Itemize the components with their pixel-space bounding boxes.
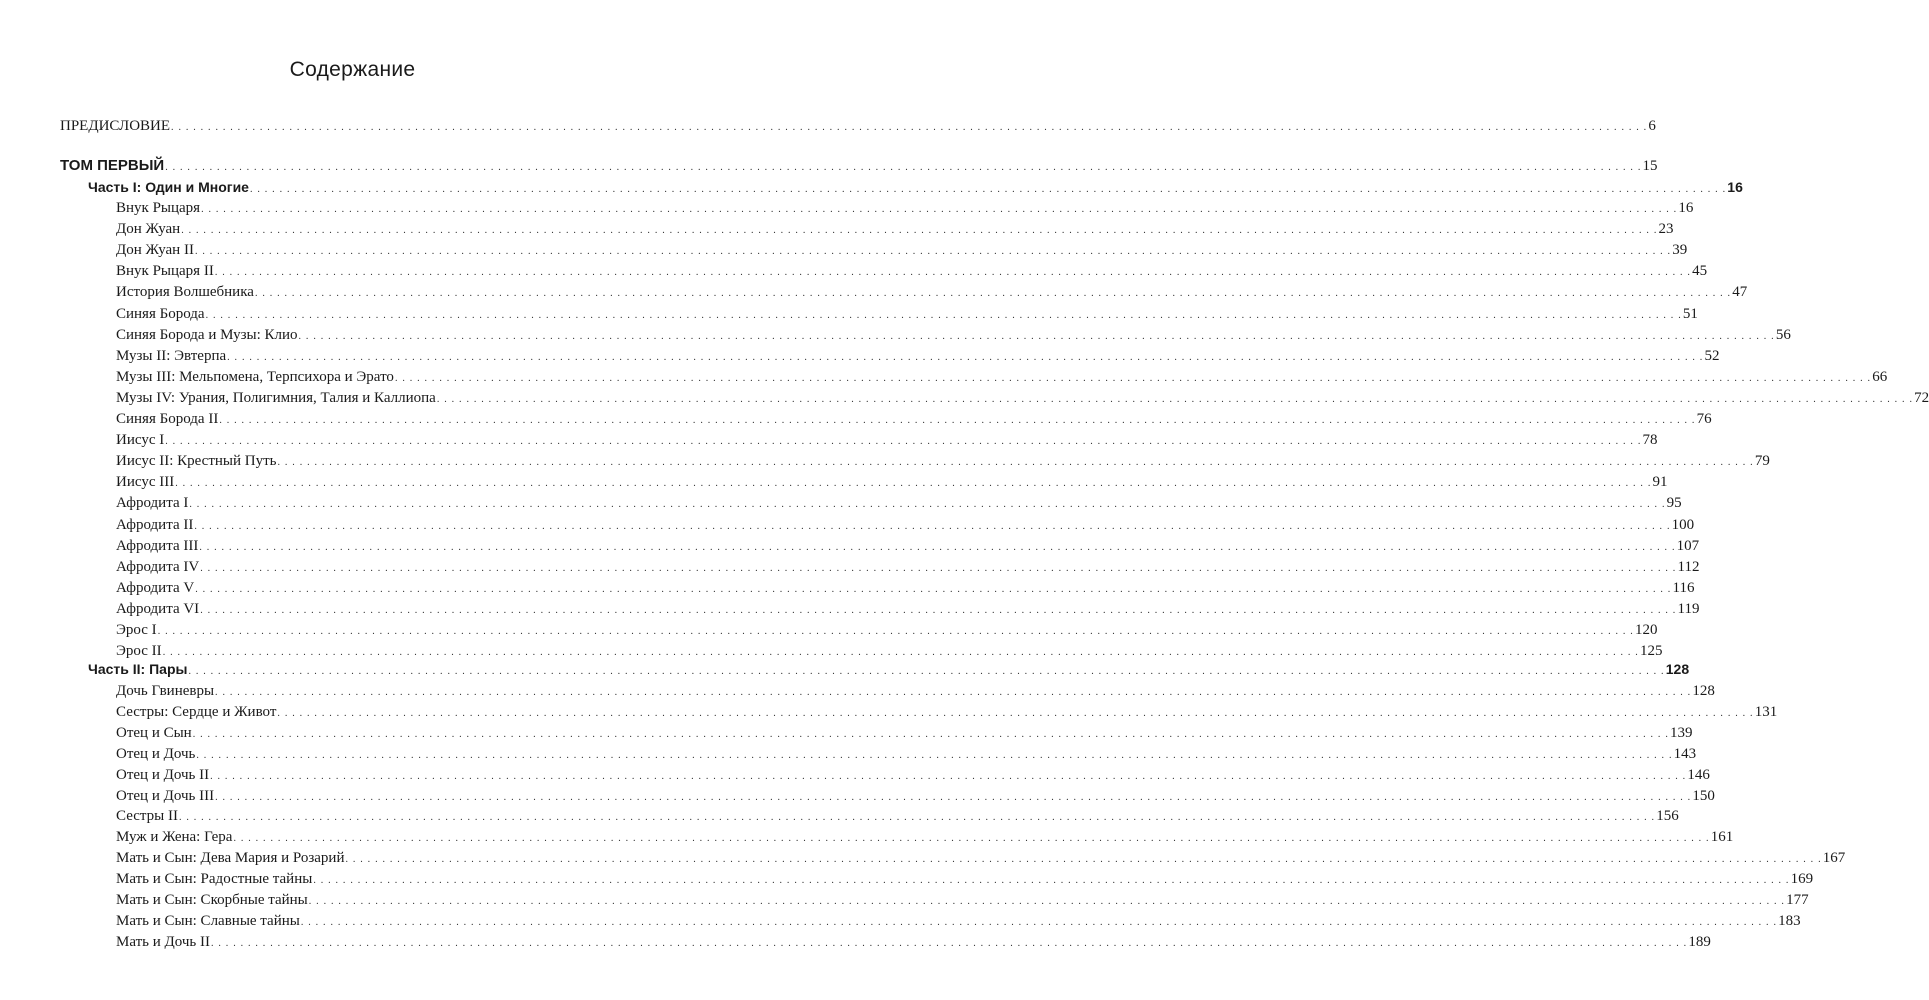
toc-entry-page: 119 xyxy=(1677,600,1700,617)
toc-entry xyxy=(116,848,1846,868)
toc-entry xyxy=(116,304,1698,324)
dot-leader: . . . . . . . . . . . . . . . . . . . . . . . . . . . . . . . . . . . . . . . . . . . . . . . . . . . . . . . . . . . . . . . . . . . . . . . . . . . . . . . . . . . . . . . . . . . . . . . . . . . . . . . . . . . . . . . . . . . . . . . . . . . . . . . . . . . . . . . . . . . . . . . . . . . . . . . . . . . . . . . . . . . . . . . . . . . . . . . . . . . . . . . . . . . . . . . . . . . . . . . . xyxy=(194,520,1671,532)
toc-entry-page: 56 xyxy=(1775,326,1791,343)
toc-entry xyxy=(116,493,1682,513)
toc-entry-title: Муж и Жена: Гера xyxy=(116,829,233,846)
toc-entry-title: Отец и Дочь xyxy=(116,745,196,762)
toc-entry xyxy=(116,932,1711,952)
toc-entry-title: ТОМ ПЕРВЫЙ xyxy=(60,157,165,174)
toc-entry-page: 120 xyxy=(1635,622,1658,638)
toc-entry xyxy=(116,515,1695,535)
toc-entry-page: 139 xyxy=(1670,724,1693,741)
toc-entry-title: Музы III: Мельпомена, Терпсихора и Эрато xyxy=(116,368,394,385)
toc-volume xyxy=(60,156,1658,176)
toc-entry-page: 112 xyxy=(1677,558,1700,575)
toc-entry-title: Внук Рыцаря xyxy=(116,200,201,216)
dot-leader: . . . . . . . . . . . . . . . . . . . . . . . . . . . . . . . . . . . . . . . . . . . . . . . . . . . . . . . . . . . . . . . . . . . . . . . . . . . . . . . . . . . . . . . . . . . . . . . . . . . . . . . . . . . . . . . . . . . . . . . . . . . . . . . . . . . . . . . . . . . . . . . . . . . . . . . . . . . . . . . . . . . . . . . . . . . . . . . . . . . . . . . . . . . . . . . . . . . . . . . . xyxy=(205,309,1682,321)
toc-entry-title: Отец и Сын xyxy=(116,724,192,741)
dot-leader: . . . . . . . . . . . . . . . . . . . . . . . . . . . . . . . . . . . . . . . . . . . . . . . . . . . . . . . . . . . . . . . . . . . . . . . . . . . . . . . . . . . . . . . . . . . . . . . . . . . . . . . . . . . . . . . . . . . . . . . . . . . . . . . . . . . . . . . . . . . . . . . . . . . . . . . . . . . . . . . . . . . . . . . . . . . . . . . . . . . . . . . . . . . . . . . . . . . . . . . . xyxy=(233,833,1710,845)
toc-entry xyxy=(116,346,1720,366)
dot-leader: . . . . . . . . . . . . . . . . . . . . . . . . . . . . . . . . . . . . . . . . . . . . . . . . . . . . . . . . . . . . . . . . . . . . . . . . . . . . . . . . . . . . . . . . . . . . . . . . . . . . . . . . . . . . . . . . . . . . . . . . . . . . . . . . . . . . . . . . . . . . . . . . . . . . . . . . . . . . . . . . . . . . . . . . . . . . . . . . . . . . . . . . . . . . . . . . . . . . . . . . xyxy=(308,896,1786,907)
toc-entry-title: Эрос II xyxy=(116,643,162,660)
dot-leader: . . . . . . . . . . . . . . . . . . . . . . . . . . . . . . . . . . . . . . . . . . . . . . . . . . . . . . . . . . . . . . . . . . . . . . . . . . . . . . . . . . . . . . . . . . . . . . . . . . . . . . . . . . . . . . . . . . . . . . . . . . . . . . . . . . . . . . . . . . . . . . . . . . . . . . . . . . . . . . . . . . . . . . . . . . . . . . . . . . . . . . . . . . . . . . . . . . . . . . . . xyxy=(192,728,1670,740)
dot-leader: . . . . . . . . . . . . . . . . . . . . . . . . . . . . . . . . . . . . . . . . . . . . . . . . . . . . . . . . . . . . . . . . . . . . . . . . . . . . . . . . . . . . . . . . . . . . . . . . . . . . . . . . . . . . . . . . . . . . . . . . . . . . . . . . . . . . . . . . . . . . . . . . . . . . . . . . . . . . . . . . . . . . . . . . . . . . . . . . . . . . . . . . . . . . . . . . . . . . . . . . xyxy=(227,351,1704,363)
dot-leader: . . . . . . . . . . . . . . . . . . . . . . . . . . . . . . . . . . . . . . . . . . . . . . . . . . . . . . . . . . . . . . . . . . . . . . . . . . . . . . . . . . . . . . . . . . . . . . . . . . . . . . . . . . . . . . . . . . . . . . . . . . . . . . . . . . . . . . . . . . . . . . . . . . . . . . . . . . . . . . . . . . . . . . . . . . . . . . . . . . . . . . . . . . . . . . . . . . . . . . . . xyxy=(162,647,1639,659)
dot-leader: . . . . . . . . . . . . . . . . . . . . . . . . . . . . . . . . . . . . . . . . . . . . . . . . . . . . . . . . . . . . . . . . . . . . . . . . . . . . . . . . . . . . . . . . . . . . . . . . . . . . . . . . . . . . . . . . . . . . . . . . . . . . . . . . . . . . . . . . . . . . . . . . . . . . . . . . . . . . . . . . . . . . . . . . . . . . . . . . . . . . . . . . . . . . . . . . . . . . . . . . xyxy=(313,875,1790,887)
toc-entry xyxy=(116,786,1715,806)
toc-entry xyxy=(116,578,1695,598)
toc-entry-page: 72 xyxy=(1914,389,1929,406)
toc-entry-title: История Волшебника xyxy=(116,284,254,301)
toc-entry-title: Афродита I xyxy=(116,495,189,512)
toc-entry-title: Мать и Сын: Славные тайны xyxy=(116,912,300,929)
dot-leader: . . . . . . . . . . . . . . . . . . . . . . . . . . . . . . . . . . . . . . . . . . . . . . . . . . . . . . . . . . . . . . . . . . . . . . . . . . . . . . . . . . . . . . . . . . . . . . . . . . . . . . . . . . . . . . . . . . . . . . . . . . . . . . . . . . . . . . . . . . . . . . . . . . . . . . . . . . . . . . . . . . . . . . . . . . . . . . . . . . . . . . . . . . . . . . . . . . . . . . . . xyxy=(199,541,1676,553)
toc-entry xyxy=(116,806,1679,826)
dot-leader: . . . . . . . . . . . . . . . . . . . . . . . . . . . . . . . . . . . . . . . . . . . . . . . . . . . . . . . . . . . . . . . . . . . . . . . . . . . . . . . . . . . . . . . . . . . . . . . . . . . . . . . . . . . . . . . . . . . . . . . . . . . . . . . . . . . . . . . . . . . . . . . . . . . . . . . . . . . . . . . . . . . . . . . . . . . . . . . . . . . . . . . . . . . . . . . . . . . . . . . . xyxy=(277,457,1754,469)
toc-entry-title: Мать и Сын: Скорбные тайны xyxy=(116,892,308,908)
toc-entry-title: Дон Жуан II xyxy=(116,242,194,259)
toc-entry xyxy=(116,282,1748,302)
toc-entry xyxy=(116,723,1693,743)
toc-entry-page: 23 xyxy=(1658,221,1674,238)
toc-entry-title: Иисус II: Крестный Путь xyxy=(116,453,277,470)
toc-entry-title: Часть II: Пары xyxy=(88,661,188,677)
toc-entry-page: 16 xyxy=(1727,179,1743,195)
toc-entry-title: Сестры: Сердце и Живот xyxy=(116,703,277,720)
dot-leader: . . . . . . . . . . . . . . . . . . . . . . . . . . . . . . . . . . . . . . . . . . . . . . . . . . . . . . . . . . . . . . . . . . . . . . . . . . . . . . . . . . . . . . . . . . . . . . . . . . . . . . . . . . . . . . . . . . . . . . . . . . . . . . . . . . . . . . . . . . . . . . . . . . . . . . . . . . . . . . . . . . . . . . . . . . . . . . . . . . . . . . . . . . . . . . . . . . . . . . . . xyxy=(254,288,1732,300)
toc-entry-page: 66 xyxy=(1872,368,1888,385)
toc-entry xyxy=(116,599,1700,619)
dot-leader: . . . . . . . . . . . . . . . . . . . . . . . . . . . . . . . . . . . . . . . . . . . . . . . . . . . . . . . . . . . . . . . . . . . . . . . . . . . . . . . . . . . . . . . . . . . . . . . . . . . . . . . . . . . . . . . . . . . . . . . . . . . . . . . . . . . . . . . . . . . . . . . . . . . . . . . . . . . . . . . . . . . . . . . . . . . . . . . . . . . . . . . . . . . . . . . . . . . . . . . . xyxy=(219,415,1696,426)
dot-leader: . . . . . . . . . . . . . . . . . . . . . . . . . . . . . . . . . . . . . . . . . . . . . . . . . . . . . . . . . . . . . . . . . . . . . . . . . . . . . . . . . . . . . . . . . . . . . . . . . . . . . . . . . . . . . . . . . . . . . . . . . . . . . . . . . . . . . . . . . . . . . . . . . . . . . . . . . . . . . . . . . . . . . . . . . . . . . . . . . . . . . . . . . . . . . . . . . . . . . . . . xyxy=(215,687,1692,698)
toc-entry-title: Музы IV: Урания, Полигимния, Талия и Каллиопа xyxy=(116,389,436,406)
toc-entry-title: Иисус III xyxy=(116,474,175,491)
dot-leader: . . . . . . . . . . . . . . . . . . . . . . . . . . . . . . . . . . . . . . . . . . . . . . . . . . . . . . . . . . . . . . . . . . . . . . . . . . . . . . . . . . . . . . . . . . . . . . . . . . . . . . . . . . . . . . . . . . . . . . . . . . . . . . . . . . . . . . . . . . . . . . . . . . . . . . . . . . . . . . . . . . . . . . . . . . . . . . . . . . . . . . . . . . . . . . . . . . . . . . . . xyxy=(394,372,1872,384)
toc-entry xyxy=(116,911,1801,931)
toc-entry-page: 177 xyxy=(1786,892,1809,908)
dot-leader: . . . . . . . . . . . . . . . . . . . . . . . . . . . . . . . . . . . . . . . . . . . . . . . . . . . . . . . . . . . . . . . . . . . . . . . . . . . . . . . . . . . . . . . . . . . . . . . . . . . . . . . . . . . . . . . . . . . . . . . . . . . . . . . . . . . . . . . . . . . . . . . . . . . . . . . . . . . . . . . . . . . . . . . . . . . . . . . . . . . . . . . . . . . . . . . . . . . . . . . . xyxy=(345,854,1822,866)
toc-entry xyxy=(116,219,1674,239)
dot-leader: . . . . . . . . . . . . . . . . . . . . . . . . . . . . . . . . . . . . . . . . . . . . . . . . . . . . . . . . . . . . . . . . . . . . . . . . . . . . . . . . . . . . . . . . . . . . . . . . . . . . . . . . . . . . . . . . . . . . . . . . . . . . . . . . . . . . . . . . . . . . . . . . . . . . . . . . . . . . . . . . . . . . . . . . . . . . . . . . . . . . . . . . . . . . . . . . . . . . . . . . xyxy=(436,393,1914,405)
toc-entry-title: Мать и Сын: Радостные тайны xyxy=(116,871,313,888)
toc-entry xyxy=(116,198,1694,218)
toc-entry-page: 183 xyxy=(1778,912,1801,929)
toc-entry-page: 146 xyxy=(1687,766,1710,783)
toc-entry-title: Мать и Дочь II xyxy=(116,933,210,950)
toc-entry-title: Мать и Сын: Дева Мария и Розарий xyxy=(116,850,345,867)
dot-leader: . . . . . . . . . . . . . . . . . . . . . . . . . . . . . . . . . . . . . . . . . . . . . . . . . . . . . . . . . . . . . . . . . . . . . . . . . . . . . . . . . . . . . . . . . . . . . . . . . . . . . . . . . . . . . . . . . . . . . . . . . . . . . . . . . . . . . . . . . . . . . . . . . . . . . . . . . . . . . . . . . . . . . . . . . . . . . . . . . . . . . . . . . . . . . . . . . . . . . . . . xyxy=(171,122,1648,133)
toc-entry xyxy=(116,409,1712,429)
toc-entry-page: 76 xyxy=(1696,411,1712,427)
toc-preface xyxy=(60,116,1656,136)
dot-leader: . . . . . . . . . . . . . . . . . . . . . . . . . . . . . . . . . . . . . . . . . . . . . . . . . . . . . . . . . . . . . . . . . . . . . . . . . . . . . . . . . . . . . . . . . . . . . . . . . . . . . . . . . . . . . . . . . . . . . . . . . . . . . . . . . . . . . . . . . . . . . . . . . . . . . . . . . . . . . . . . . . . . . . . . . . . . . . . . . . . . . . . . . . . . . . . . . . . . . . . . xyxy=(157,626,1634,637)
toc-entry-page: 116 xyxy=(1672,579,1695,596)
toc-entry xyxy=(116,827,1734,847)
dot-leader: . . . . . . . . . . . . . . . . . . . . . . . . . . . . . . . . . . . . . . . . . . . . . . . . . . . . . . . . . . . . . . . . . . . . . . . . . . . . . . . . . . . . . . . . . . . . . . . . . . . . . . . . . . . . . . . . . . . . . . . . . . . . . . . . . . . . . . . . . . . . . . . . . . . . . . . . . . . . . . . . . . . . . . . . . . . . . . . . . . . . . . . . . . . . . . . . . . . . . . . . xyxy=(188,666,1665,677)
toc-entry-page: 45 xyxy=(1692,263,1708,280)
toc-entry-title: Синяя Борода и Музы: Клио xyxy=(116,326,298,343)
toc-entry xyxy=(116,240,1688,260)
toc-entry-title: Дочь Гвиневры xyxy=(116,683,215,699)
dot-leader: . . . . . . . . . . . . . . . . . . . . . . . . . . . . . . . . . . . . . . . . . . . . . . . . . . . . . . . . . . . . . . . . . . . . . . . . . . . . . . . . . . . . . . . . . . . . . . . . . . . . . . . . . . . . . . . . . . . . . . . . . . . . . . . . . . . . . . . . . . . . . . . . . . . . . . . . . . . . . . . . . . . . . . . . . . . . . . . . . . . . . . . . . . . . . . . . . . . . . . . . xyxy=(214,267,1692,279)
toc-entry-page: 52 xyxy=(1704,347,1720,364)
dot-leader: . . . . . . . . . . . . . . . . . . . . . . . . . . . . . . . . . . . . . . . . . . . . . . . . . . . . . . . . . . . . . . . . . . . . . . . . . . . . . . . . . . . . . . . . . . . . . . . . . . . . . . . . . . . . . . . . . . . . . . . . . . . . . . . . . . . . . . . . . . . . . . . . . . . . . . . . . . . . . . . . . . . . . . . . . . . . . . . . . . . . . . . . . . . . . . . . . . . . . . . . xyxy=(210,770,1687,782)
toc-entry-title: Часть I: Один и Многие xyxy=(88,179,249,195)
toc-entry xyxy=(116,451,1770,471)
toc-entry xyxy=(116,325,1791,345)
toc-entry-title: Отец и Дочь III xyxy=(116,787,215,804)
dot-leader: . . . . . . . . . . . . . . . . . . . . . . . . . . . . . . . . . . . . . . . . . . . . . . . . . . . . . . . . . . . . . . . . . . . . . . . . . . . . . . . . . . . . . . . . . . . . . . . . . . . . . . . . . . . . . . . . . . . . . . . . . . . . . . . . . . . . . . . . . . . . . . . . . . . . . . . . . . . . . . . . . . . . . . . . . . . . . . . . . . . . . . . . . . . . . . . . . . . . . . . . xyxy=(196,749,1673,761)
toc-entry-page: 79 xyxy=(1754,453,1770,470)
toc-entry xyxy=(116,681,1715,701)
toc-entry xyxy=(116,557,1700,577)
dot-leader: . . . . . . . . . . . . . . . . . . . . . . . . . . . . . . . . . . . . . . . . . . . . . . . . . . . . . . . . . . . . . . . . . . . . . . . . . . . . . . . . . . . . . . . . . . . . . . . . . . . . . . . . . . . . . . . . . . . . . . . . . . . . . . . . . . . . . . . . . . . . . . . . . . . . . . . . . . . . . . . . . . . . . . . . . . . . . . . . . . . . . . . . . . . . . . . . . . . . . . . . xyxy=(277,707,1754,719)
toc-entry-page: 100 xyxy=(1671,516,1695,533)
dot-leader: . . . . . . . . . . . . . . . . . . . . . . . . . . . . . . . . . . . . . . . . . . . . . . . . . . . . . . . . . . . . . . . . . . . . . . . . . . . . . . . . . . . . . . . . . . . . . . . . . . . . . . . . . . . . . . . . . . . . . . . . . . . . . . . . . . . . . . . . . . . . . . . . . . . . . . . . . . . . . . . . . . . . . . . . . . . . . . . . . . . . . . . . . . . . . . . . . . . . . . . . xyxy=(195,583,1672,595)
toc-entry xyxy=(116,620,1658,640)
dot-leader: . . . . . . . . . . . . . . . . . . . . . . . . . . . . . . . . . . . . . . . . . . . . . . . . . . . . . . . . . . . . . . . . . . . . . . . . . . . . . . . . . . . . . . . . . . . . . . . . . . . . . . . . . . . . . . . . . . . . . . . . . . . . . . . . . . . . . . . . . . . . . . . . . . . . . . . . . . . . . . . . . . . . . . . . . . . . . . . . . . . . . . . . . . . . . . . . . . . . . . . . xyxy=(165,162,1642,173)
toc-entry xyxy=(116,744,1697,764)
toc-entry-title: Афродита IV xyxy=(116,558,200,575)
toc-entry-page: 6 xyxy=(1648,118,1656,134)
toc-entry-page: 150 xyxy=(1692,787,1715,804)
toc-entry-page: 169 xyxy=(1790,871,1814,888)
toc-entry xyxy=(116,765,1710,785)
toc-entry-page: 131 xyxy=(1754,703,1778,720)
dot-leader: . . . . . . . . . . . . . . . . . . . . . . . . . . . . . . . . . . . . . . . . . . . . . . . . . . . . . . . . . . . . . . . . . . . . . . . . . . . . . . . . . . . . . . . . . . . . . . . . . . . . . . . . . . . . . . . . . . . . . . . . . . . . . . . . . . . . . . . . . . . . . . . . . . . . . . . . . . . . . . . . . . . . . . . . . . . . . . . . . . . . . . . . . . . . . . . . . . . . . . . . xyxy=(194,246,1672,258)
dot-leader: . . . . . . . . . . . . . . . . . . . . . . . . . . . . . . . . . . . . . . . . . . . . . . . . . . . . . . . . . . . . . . . . . . . . . . . . . . . . . . . . . . . . . . . . . . . . . . . . . . . . . . . . . . . . . . . . . . . . . . . . . . . . . . . . . . . . . . . . . . . . . . . . . . . . . . . . . . . . . . . . . . . . . . . . . . . . . . . . . . . . . . . . . . . . . . . . . . . . . . . . xyxy=(298,330,1775,342)
toc-entry-title: Афродита III xyxy=(116,537,199,554)
toc-entry xyxy=(116,367,1888,387)
dot-leader: . . . . . . . . . . . . . . . . . . . . . . . . . . . . . . . . . . . . . . . . . . . . . . . . . . . . . . . . . . . . . . . . . . . . . . . . . . . . . . . . . . . . . . . . . . . . . . . . . . . . . . . . . . . . . . . . . . . . . . . . . . . . . . . . . . . . . . . . . . . . . . . . . . . . . . . . . . . . . . . . . . . . . . . . . . . . . . . . . . . . . . . . . . . . . . . . . . . . . . . . xyxy=(200,604,1677,616)
toc-entry-title: Внук Рыцаря II xyxy=(116,263,214,280)
toc-entry-title: Музы II: Эвтерпа xyxy=(116,347,227,364)
toc-entry xyxy=(116,430,1658,450)
toc-entry-page: 51 xyxy=(1682,305,1698,322)
toc-entry-page: 16 xyxy=(1678,200,1694,216)
dot-leader: . . . . . . . . . . . . . . . . . . . . . . . . . . . . . . . . . . . . . . . . . . . . . . . . . . . . . . . . . . . . . . . . . . . . . . . . . . . . . . . . . . . . . . . . . . . . . . . . . . . . . . . . . . . . . . . . . . . . . . . . . . . . . . . . . . . . . . . . . . . . . . . . . . . . . . . . . . . . . . . . . . . . . . . . . . . . . . . . . . . . . . . . . . . . . . . . . . . . . . . . xyxy=(175,478,1652,490)
page-title: Содержание xyxy=(289,58,416,81)
dot-leader: . . . . . . . . . . . . . . . . . . . . . . . . . . . . . . . . . . . . . . . . . . . . . . . . . . . . . . . . . . . . . . . . . . . . . . . . . . . . . . . . . . . . . . . . . . . . . . . . . . . . . . . . . . . . . . . . . . . . . . . . . . . . . . . . . . . . . . . . . . . . . . . . . . . . . . . . . . . . . . . . . . . . . . . . . . . . . . . . . . . . . . . . . . . . . . . . . . . . . . . . xyxy=(200,562,1677,574)
toc-entry xyxy=(116,890,1809,910)
toc-entry-page: 95 xyxy=(1666,495,1682,512)
toc-entry-title: Отец и Дочь II xyxy=(116,766,210,783)
toc-entry-page: 39 xyxy=(1672,242,1688,259)
dot-leader: . . . . . . . . . . . . . . . . . . . . . . . . . . . . . . . . . . . . . . . . . . . . . . . . . . . . . . . . . . . . . . . . . . . . . . . . . . . . . . . . . . . . . . . . . . . . . . . . . . . . . . . . . . . . . . . . . . . . . . . . . . . . . . . . . . . . . . . . . . . . . . . . . . . . . . . . . . . . . . . . . . . . . . . . . . . . . . . . . . . . . . . . . . . . . . . . . . . . . . . . xyxy=(211,937,1688,949)
dot-leader: . . . . . . . . . . . . . . . . . . . . . . . . . . . . . . . . . . . . . . . . . . . . . . . . . . . . . . . . . . . . . . . . . . . . . . . . . . . . . . . . . . . . . . . . . . . . . . . . . . . . . . . . . . . . . . . . . . . . . . . . . . . . . . . . . . . . . . . . . . . . . . . . . . . . . . . . . . . . . . . . . . . . . . . . . . . . . . . . . . . . . . . . . . . . . . . . . . . . . . . . xyxy=(181,225,1658,237)
dot-leader: . . . . . . . . . . . . . . . . . . . . . . . . . . . . . . . . . . . . . . . . . . . . . . . . . . . . . . . . . . . . . . . . . . . . . . . . . . . . . . . . . . . . . . . . . . . . . . . . . . . . . . . . . . . . . . . . . . . . . . . . . . . . . . . . . . . . . . . . . . . . . . . . . . . . . . . . . . . . . . . . . . . . . . . . . . . . . . . . . . . . . . . . . . . . . . . . . . . . . . . . xyxy=(249,184,1727,195)
dot-leader: . . . . . . . . . . . . . . . . . . . . . . . . . . . . . . . . . . . . . . . . . . . . . . . . . . . . . . . . . . . . . . . . . . . . . . . . . . . . . . . . . . . . . . . . . . . . . . . . . . . . . . . . . . . . . . . . . . . . . . . . . . . . . . . . . . . . . . . . . . . . . . . . . . . . . . . . . . . . . . . . . . . . . . . . . . . . . . . . . . . . . . . . . . . . . . . . . . . . . . . . xyxy=(215,791,1692,803)
toc-entry-title: Сестры II xyxy=(116,808,178,825)
toc-entry-title: Афродита II xyxy=(116,516,194,533)
dot-leader: . . . . . . . . . . . . . . . . . . . . . . . . . . . . . . . . . . . . . . . . . . . . . . . . . . . . . . . . . . . . . . . . . . . . . . . . . . . . . . . . . . . . . . . . . . . . . . . . . . . . . . . . . . . . . . . . . . . . . . . . . . . . . . . . . . . . . . . . . . . . . . . . . . . . . . . . . . . . . . . . . . . . . . . . . . . . . . . . . . . . . . . . . . . . . . . . . . . . . . . . xyxy=(189,499,1666,511)
toc-entry xyxy=(116,536,1700,556)
toc-entry xyxy=(116,472,1668,492)
toc-entry-title: Синяя Борода xyxy=(116,305,205,322)
toc-entry-page: 15 xyxy=(1642,158,1658,174)
toc-entry-page: 161 xyxy=(1710,829,1734,846)
toc-entry xyxy=(116,869,1814,889)
toc-entry-page: 91 xyxy=(1652,474,1668,491)
toc-entry-page: 107 xyxy=(1676,537,1700,554)
toc-entry-title: Афродита V xyxy=(116,579,195,596)
toc-entry-title: ПРЕДИСЛОВИЕ xyxy=(60,118,171,134)
dot-leader: . . . . . . . . . . . . . . . . . . . . . . . . . . . . . . . . . . . . . . . . . . . . . . . . . . . . . . . . . . . . . . . . . . . . . . . . . . . . . . . . . . . . . . . . . . . . . . . . . . . . . . . . . . . . . . . . . . . . . . . . . . . . . . . . . . . . . . . . . . . . . . . . . . . . . . . . . . . . . . . . . . . . . . . . . . . . . . . . . . . . . . . . . . . . . . . . . . . . . . . . xyxy=(178,812,1656,824)
toc-entry-page: 78 xyxy=(1642,432,1658,449)
toc-entry-page: 128 xyxy=(1692,683,1715,699)
toc-part-heading xyxy=(88,177,1743,197)
toc-entry-page: 167 xyxy=(1822,850,1846,867)
toc-part-heading xyxy=(88,659,1690,679)
toc-entry-title: Иисус I xyxy=(116,432,165,449)
toc-entry xyxy=(116,261,1708,281)
toc-entry-title: Эрос I xyxy=(116,622,157,638)
toc-entry-page: 47 xyxy=(1732,284,1748,301)
toc-entry-title: Афродита VI xyxy=(116,600,200,617)
toc-entry-page: 143 xyxy=(1673,745,1697,762)
dot-leader: . . . . . . . . . . . . . . . . . . . . . . . . . . . . . . . . . . . . . . . . . . . . . . . . . . . . . . . . . . . . . . . . . . . . . . . . . . . . . . . . . . . . . . . . . . . . . . . . . . . . . . . . . . . . . . . . . . . . . . . . . . . . . . . . . . . . . . . . . . . . . . . . . . . . . . . . . . . . . . . . . . . . . . . . . . . . . . . . . . . . . . . . . . . . . . . . . . . . . . . . xyxy=(201,204,1678,215)
toc-entry-title: Дон Жуан xyxy=(116,221,181,238)
toc-entry xyxy=(116,702,1778,722)
toc-entry-page: 125 xyxy=(1640,643,1663,660)
toc-entry xyxy=(116,388,1929,408)
dot-leader: . . . . . . . . . . . . . . . . . . . . . . . . . . . . . . . . . . . . . . . . . . . . . . . . . . . . . . . . . . . . . . . . . . . . . . . . . . . . . . . . . . . . . . . . . . . . . . . . . . . . . . . . . . . . . . . . . . . . . . . . . . . . . . . . . . . . . . . . . . . . . . . . . . . . . . . . . . . . . . . . . . . . . . . . . . . . . . . . . . . . . . . . . . . . . . . . . . . . . . . . xyxy=(300,916,1778,928)
toc-entry-page: 128 xyxy=(1665,661,1690,677)
dot-leader: . . . . . . . . . . . . . . . . . . . . . . . . . . . . . . . . . . . . . . . . . . . . . . . . . . . . . . . . . . . . . . . . . . . . . . . . . . . . . . . . . . . . . . . . . . . . . . . . . . . . . . . . . . . . . . . . . . . . . . . . . . . . . . . . . . . . . . . . . . . . . . . . . . . . . . . . . . . . . . . . . . . . . . . . . . . . . . . . . . . . . . . . . . . . . . . . . . . . . . . . xyxy=(165,436,1642,448)
toc-entry-page: 189 xyxy=(1688,933,1711,950)
toc-entry-page: 156 xyxy=(1656,808,1679,825)
toc-entry-title: Синяя Борода II xyxy=(116,411,219,427)
